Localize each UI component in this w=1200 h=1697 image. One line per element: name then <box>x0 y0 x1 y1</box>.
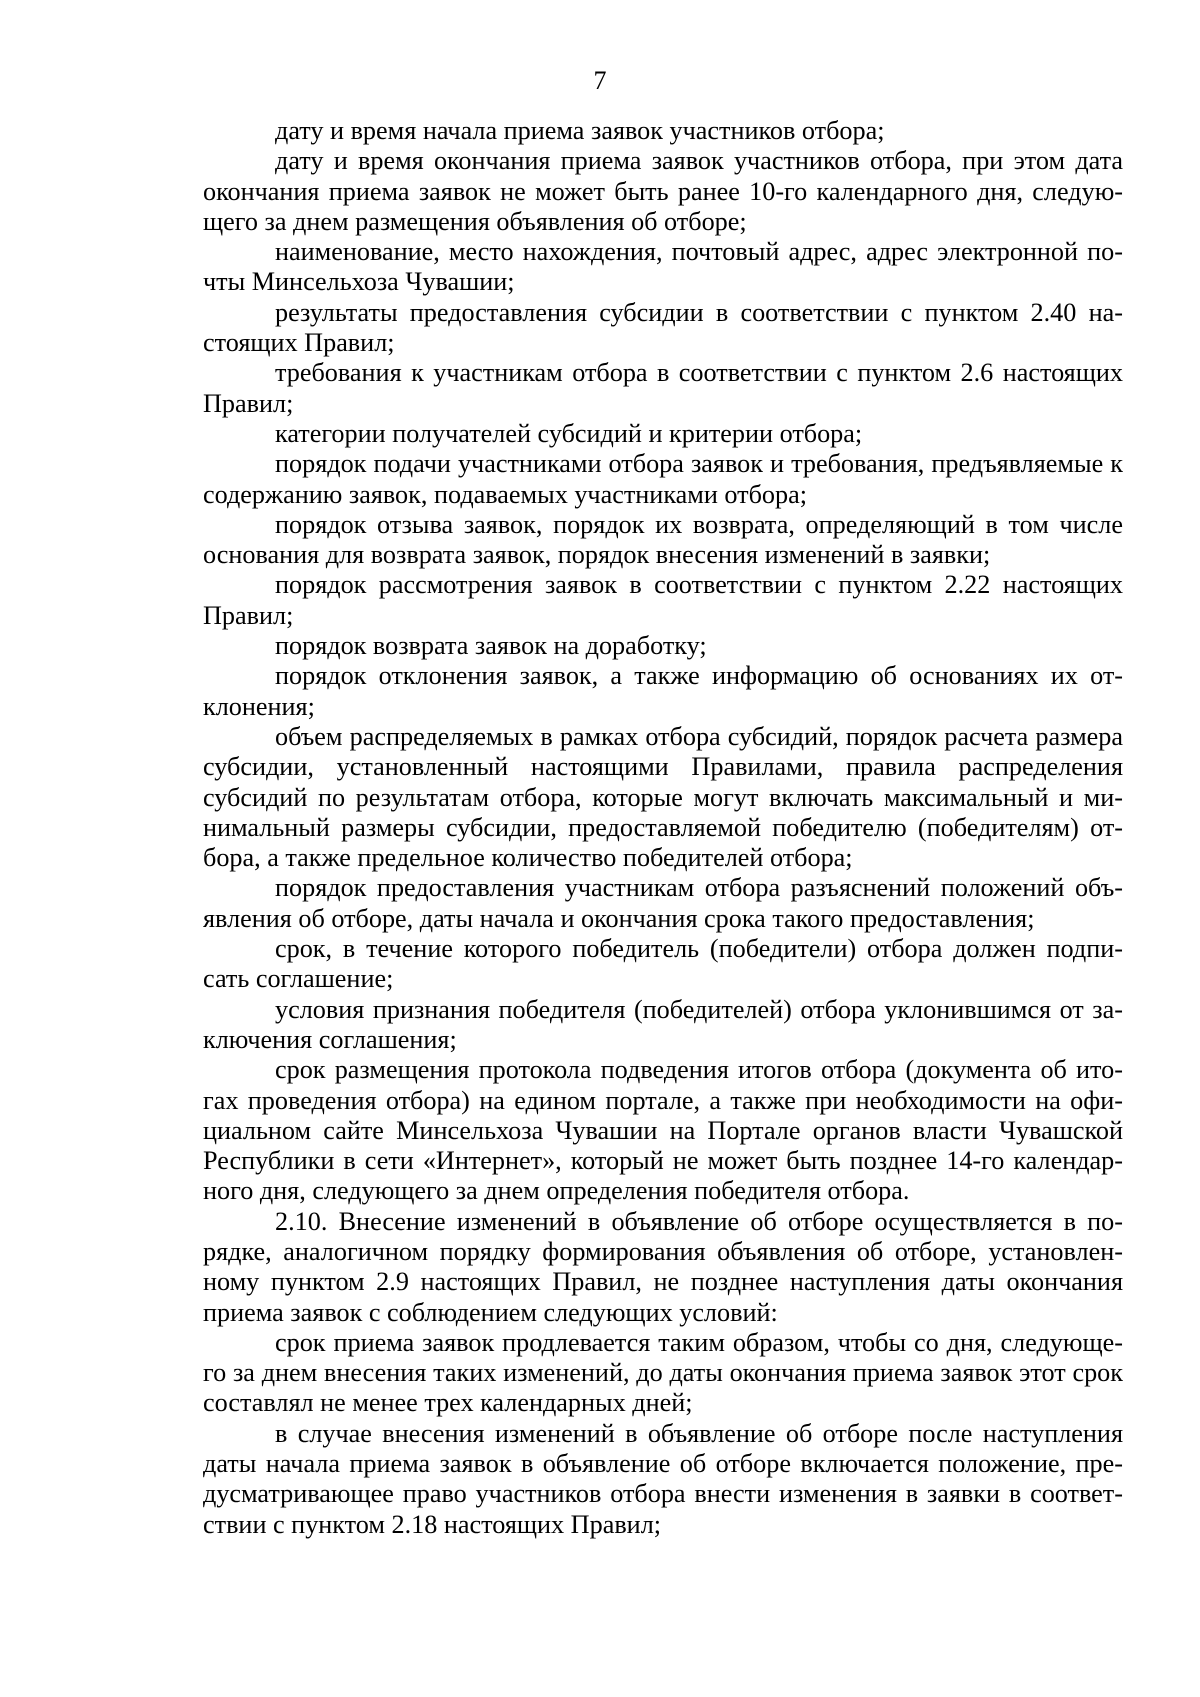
paragraph: порядок подачи участниками отбора заявок и требования, предъявляемые к содержанию заявок, подаваемых участниками отбора; <box>203 449 1123 509</box>
paragraph: 2.10. Внесение изменений в объявление об отборе осуществляется в порядке, аналогичном порядку формирования объявления об отборе, установленному пунктом 2.9 настоящих Правил, не позднее наступления даты окончания приема заявок с соблюдением следующих условий: <box>203 1206 1123 1327</box>
paragraph: срок приема заявок продлевается таким образом, чтобы со дня, следующего за днем внесения таких изменений, до даты окончания приема заявок этот срок составлял не менее трех календарных дней; <box>203 1327 1123 1418</box>
paragraph: результаты предоставления субсидии в соответствии с пунктом 2.40 настоящих Правил; <box>203 297 1123 358</box>
paragraph: категории получателей субсидий и критерии отбора; <box>275 418 863 448</box>
document-body <box>203 116 1123 1540</box>
paragraph: дату и время начала приема заявок участников отбора; <box>275 116 885 145</box>
paragraph: в случае внесения изменений в объявление об отборе после наступления даты начала приема заявок в объявление об отборе включается положение, предусматривающее право участников отбора внести изменения в заявки в соответствии с пунктом 2.18 настоящих Правил; <box>203 1418 1123 1539</box>
paragraph: наименование, место нахождения, почтовый адрес, адрес электронной почты Минсельхоза Чувашии; <box>203 237 1123 297</box>
paragraph: условия признания победителя (победителей) отбора уклонившимся от заключения соглашения; <box>203 994 1123 1054</box>
paragraph: срок размещения протокола подведения итогов отбора (документа об итогах проведения отбора) на едином портале, а также при необходимости на официальном сайте Минсельхоза Чувашии на Портале органов власти Чувашской Республики в сети «Интернет», который не может быть позднее 14-го календарного дня, следующего за днем определения победителя отбора. <box>203 1055 1123 1206</box>
paragraph: порядок отклонения заявок, а также информацию об основаниях их отклонения; <box>203 661 1123 721</box>
paragraph: порядок возврата заявок на доработку; <box>275 631 707 661</box>
paragraph: порядок предоставления участникам отбора разъяснений положений объявления об отборе, даты начала и окончания срока такого предоставления; <box>203 873 1123 933</box>
paragraph: требования к участникам отбора в соответствии с пунктом 2.6 настоящих Правил; <box>203 358 1123 418</box>
page-number: 7 <box>593 66 607 95</box>
paragraph: порядок рассмотрения заявок в соответствии с пунктом 2.22 настоящих Правил; <box>203 570 1123 630</box>
paragraph: дату и время окончания приема заявок участников отбора, при этом дата окончания приема заявок не может быть ранее 10-го календарного дня, следующего за днем размещения объявления об отборе; <box>203 146 1123 236</box>
paragraph: срок, в течение которого победитель (победители) отбора должен подписать соглашение; <box>203 934 1123 994</box>
paragraph: объем распределяемых в рамках отбора субсидий, порядок расчета размера субсидии, установленный настоящими Правилами, правила распределения субсидий по результатам отбора, которые могут включать максимальный и минимальный размеры субсидии, предоставляемой победителю (победителям) отбора, а также предельное количество победителей отбора; <box>203 721 1123 873</box>
paragraph: порядок отзыва заявок, порядок их возврата, определяющий в том числе основания для возврата заявок, порядок внесения изменений в заявки; <box>203 509 1123 570</box>
